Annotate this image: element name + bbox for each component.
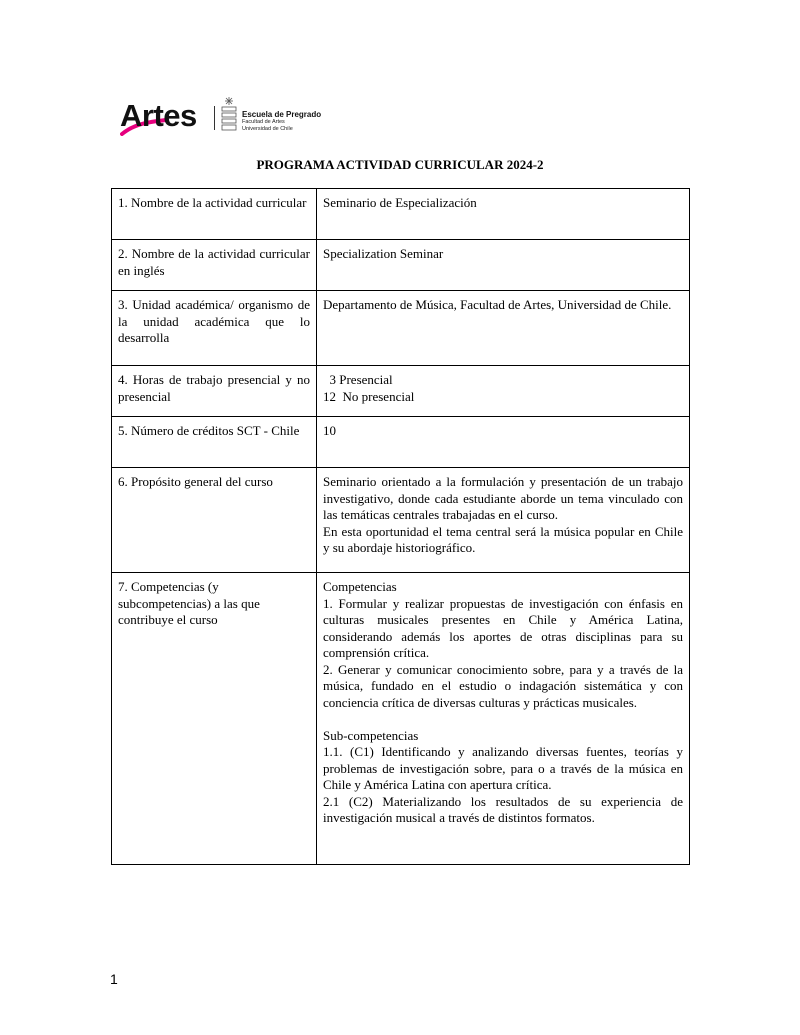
hours-presencial: 3 Presencial bbox=[323, 372, 393, 387]
page-title: PROGRAMA ACTIVIDAD CURRICULAR 2024-2 bbox=[256, 157, 544, 172]
header-logo bbox=[120, 96, 340, 136]
logo-university: Universidad de Chile bbox=[242, 126, 293, 132]
table-row bbox=[112, 573, 690, 865]
row-value bbox=[317, 468, 690, 573]
row-label: 5. Número de créditos SCT - Chile bbox=[112, 417, 317, 468]
subcompetencias-heading: Sub-competencias bbox=[323, 727, 419, 743]
page-number: 1 bbox=[110, 971, 118, 987]
program-table bbox=[111, 188, 690, 865]
table-row bbox=[112, 240, 690, 291]
table-row bbox=[112, 417, 690, 468]
row-label: 2. Nombre de la actividad curricular en inglés bbox=[112, 240, 317, 291]
row-value: Departamento de Música, Facultad de Artes, Universidad de Chile. bbox=[317, 291, 690, 366]
logo-text bbox=[242, 110, 321, 133]
purpose-paragraph: En esta oportunidad el tema central será la música popular en Chile y su abordaje historiográfico. bbox=[323, 523, 683, 555]
logo-wordmark: Artes bbox=[120, 98, 197, 133]
row-value bbox=[317, 573, 690, 865]
logo-divider bbox=[214, 106, 215, 130]
subcompetencia-item: 1.1. (C1) Identificando y analizando diversas fuentes, teorías y problemas de investigación sobre, para o a través de la música en Chile y América Latina con apertura crítica. bbox=[323, 744, 683, 792]
hours-no-presencial: 12 No presencial bbox=[323, 388, 415, 404]
table-row bbox=[112, 291, 690, 366]
row-value: 10 bbox=[317, 417, 690, 468]
table-row bbox=[112, 189, 690, 240]
row-value bbox=[317, 366, 690, 417]
spacer bbox=[323, 711, 683, 728]
logo-faculty: Facultad de Artes bbox=[242, 119, 285, 125]
row-label: 4. Horas de trabajo presencial y no presencial bbox=[112, 366, 317, 417]
row-label: 7. Competencias (y subcompetencias) a las que contribuye el curso bbox=[112, 573, 317, 865]
row-value: Seminario de Especialización bbox=[317, 189, 690, 240]
logo-school: Escuela de Pregrado bbox=[242, 110, 322, 119]
university-seal-icon bbox=[219, 96, 239, 132]
purpose-paragraph: Seminario orientado a la formulación y presentación de un trabajo investigativo, donde cada estudiante aborde un tema vinculado con las temáticas centrales trabajadas en el curso. bbox=[323, 474, 683, 522]
competencias-heading: Competencias bbox=[323, 579, 397, 594]
competencia-item: 2. Generar y comunicar conocimiento sobre, para y a través de la música, fundado en el estudio o indagación sistemática y con conciencia crítica de diversas culturas y prácticas musicales. bbox=[323, 661, 683, 710]
table-row bbox=[112, 366, 690, 417]
row-value: Specialization Seminar bbox=[317, 240, 690, 291]
competencia-item: 1. Formular y realizar propuestas de investigación con énfasis en culturas musicales presentes en Chile y América Latina, considerando además los aportes de otras disciplinas para su comprensión crítica. bbox=[323, 595, 683, 660]
row-label: 6. Propósito general del curso bbox=[112, 468, 317, 573]
table-row bbox=[112, 468, 690, 573]
row-label: 3. Unidad académica/ organismo de la unidad académica que lo desarrolla bbox=[112, 291, 317, 366]
subcompetencia-item: 2.1 (C2) Materializando los resultados de su experiencia de investigación musical a través de distintos formatos. bbox=[323, 793, 683, 825]
row-label: 1. Nombre de la actividad curricular bbox=[112, 189, 317, 240]
